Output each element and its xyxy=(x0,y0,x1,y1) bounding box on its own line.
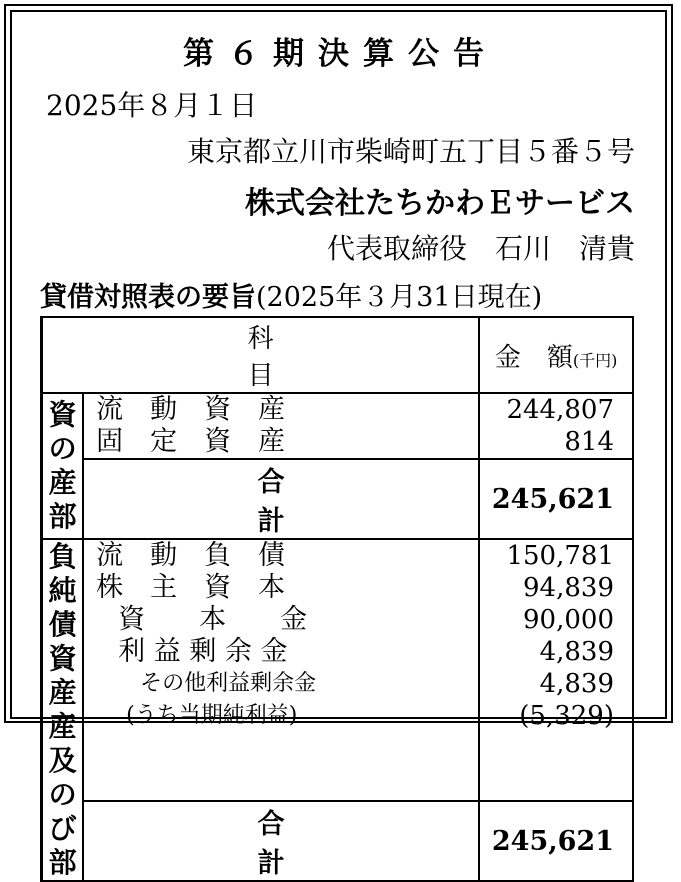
balance-sheet-title xyxy=(40,275,542,314)
header-amount-label: 金 額 xyxy=(494,342,573,373)
header-amount xyxy=(479,317,633,393)
liabilities-label-line: 産産 xyxy=(48,676,77,743)
table-row-value: 814 xyxy=(564,427,614,457)
table-header-row xyxy=(42,317,634,393)
table-row-label: その他利益剰余金 xyxy=(140,671,317,696)
liabilities-items xyxy=(83,539,479,801)
table-row-label: 利 益 剰 余 金 xyxy=(118,636,288,667)
table-row-value: 4,839 xyxy=(539,637,614,667)
balance-sheet-table xyxy=(40,316,634,882)
table-row-label: 流 動 負 債 xyxy=(96,540,286,571)
table-row-value: 244,807 xyxy=(506,395,614,425)
company-address: 東京都立川市柴崎町五丁目５番５号 xyxy=(186,135,635,168)
liabilities-total-label: 合 計 xyxy=(83,801,479,881)
assets-label xyxy=(42,393,84,539)
liabilities-total-row xyxy=(42,801,634,881)
assets-total-row xyxy=(42,459,634,539)
liabilities-label-line: 及の xyxy=(48,744,77,811)
table-row-value: 90,000 xyxy=(523,605,614,635)
liabilities-label-line: 債資 xyxy=(48,608,77,675)
liabilities-label xyxy=(42,539,84,881)
table-row-label: 固 定 資 産 xyxy=(96,426,286,457)
table-row-label: 資 本 金 xyxy=(118,604,308,635)
assets-amounts xyxy=(479,393,633,459)
notice-date: 2025年８月１日 xyxy=(46,89,258,122)
liabilities-total-value: 245,621 xyxy=(479,801,633,881)
table-row-label: (うち当期純利益) xyxy=(126,703,298,728)
table-row-label: 流 動 資 産 xyxy=(96,394,286,425)
assets-items xyxy=(83,393,479,459)
header-subject: 科目 xyxy=(42,317,480,393)
assets-total-value: 245,621 xyxy=(479,459,633,539)
notice-title: 第６期決算公告 xyxy=(183,36,498,72)
liabilities-label-line: び部 xyxy=(48,812,77,879)
representative: 代表取締役 石川 清貴 xyxy=(326,232,635,265)
liabilities-label-line: 負純 xyxy=(48,540,77,607)
table-row-value: 94,839 xyxy=(523,573,614,603)
table-row-value: 150,781 xyxy=(506,541,614,571)
company-name: 株式会社たちかわＥサービス xyxy=(245,186,635,221)
table-row-label: 株 主 資 本 xyxy=(96,572,286,603)
balance-sheet-heading: 貸借対照表の要旨 xyxy=(40,282,256,313)
table-row-value: 4,839 xyxy=(539,669,614,699)
assets-total-label: 合 計 xyxy=(83,459,479,539)
header-unit: (千円) xyxy=(572,350,618,370)
table-row-value: (5,329) xyxy=(519,701,614,731)
assets-label-line: 資の xyxy=(48,398,77,465)
assets-label-line: 産部 xyxy=(48,466,77,533)
liabilities-amounts xyxy=(479,539,633,801)
balance-sheet-date: (2025年３月31日現在) xyxy=(256,282,543,313)
assets-section xyxy=(42,393,634,459)
liabilities-section xyxy=(42,539,634,801)
